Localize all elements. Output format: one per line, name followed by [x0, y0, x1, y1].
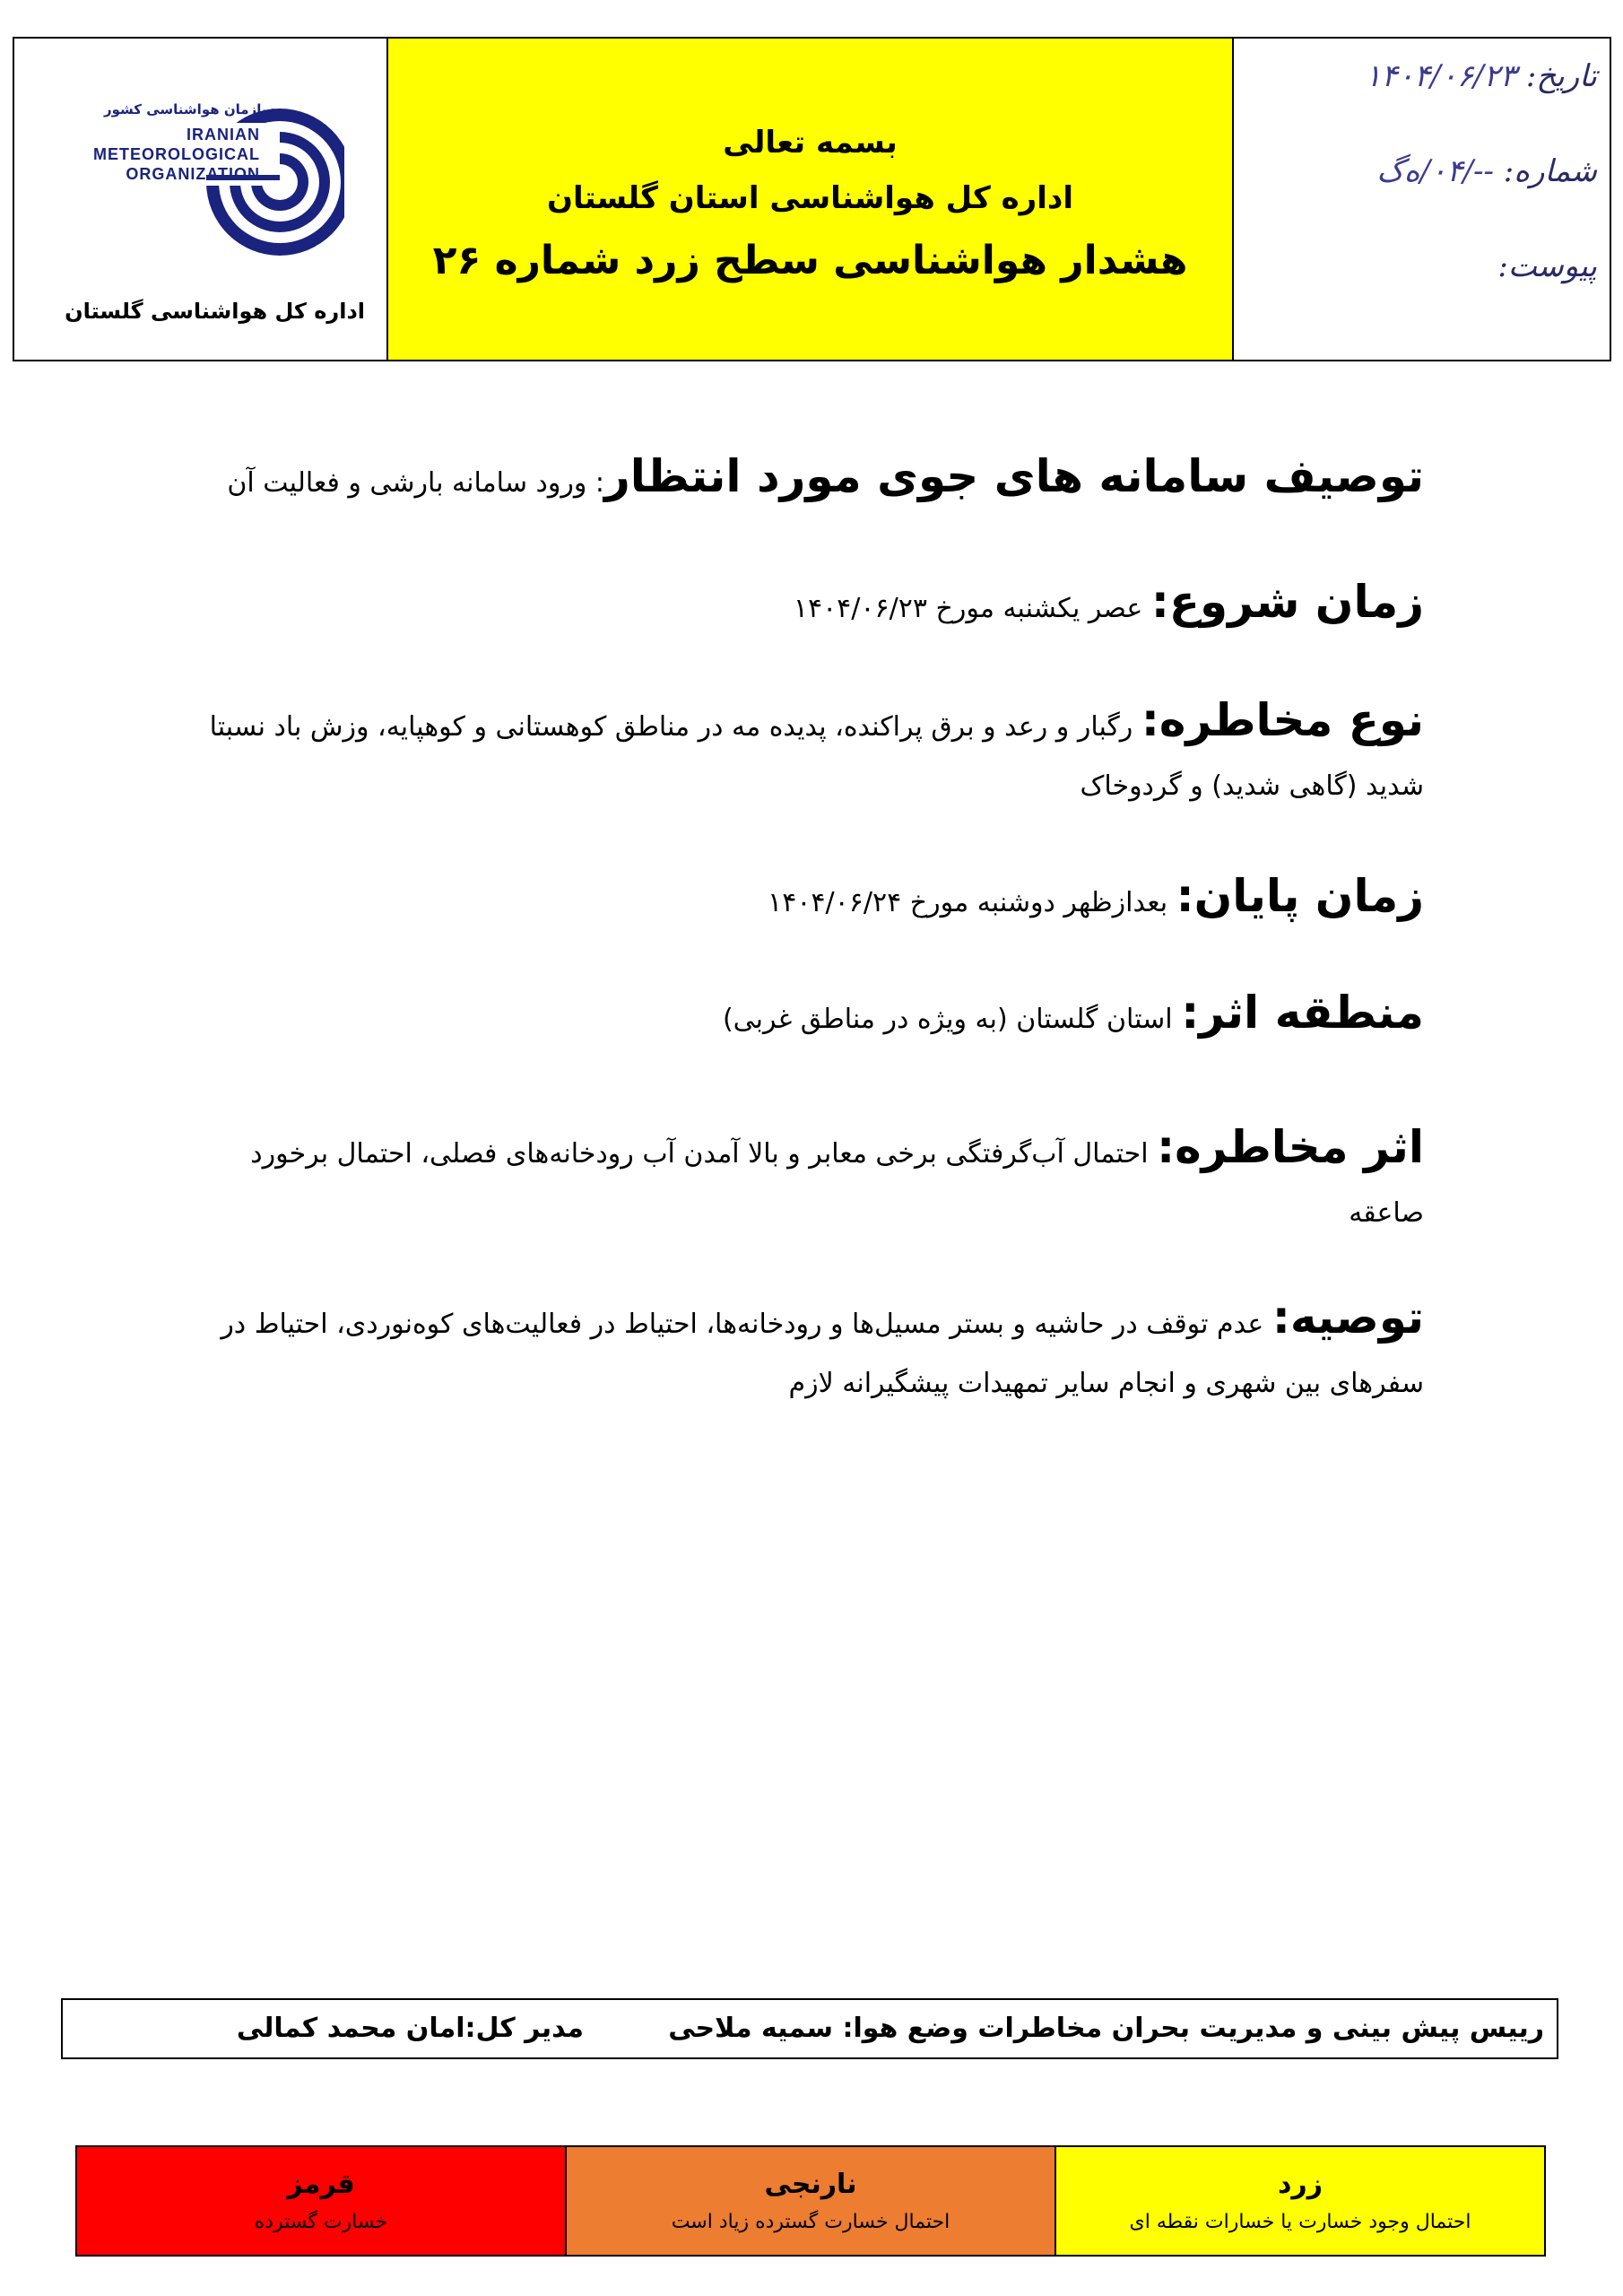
section-start-time: [195, 574, 1424, 640]
date-row: [1365, 58, 1597, 94]
section-label: توصیه:: [1271, 1292, 1424, 1344]
section-value: ورود سامانه بارشی و فعالیت آن: [227, 467, 587, 499]
section-recommendation: [195, 1290, 1424, 1415]
section-label: توصیف سامانه های جوی مورد انتظار: [603, 450, 1424, 502]
section-label: منطقه اثر:: [1181, 987, 1424, 1039]
section-hazard-effect: [195, 1119, 1424, 1245]
logo-text-fa: سازمان هواشناسی کشور: [104, 101, 275, 117]
section-value: بعدازظهر دوشنبه مورخ ۱۴۰۴/۰۶/۲۴: [768, 887, 1168, 918]
section-label: اثر مخاطره:: [1157, 1121, 1424, 1173]
section-description: توصیف سامانه های جوی مورد انتظار: ورود سامانه بارشی و فعالیت آن: [227, 450, 1424, 502]
section-value: عدم توقف در حاشیه و بستر مسیل‌ها و رودخانه‌ها، احتیاط در فعالیت‌های کوه‌نوردی، احتیاط در سفرهای بین شهری و انجام سایر تمهیدات پیشگیرانه لازم: [221, 1309, 1424, 1399]
section-value: احتمال آب‌گرفتگی برخی معابر و بالا آمدن آب رودخانه‌های فصلی، احتمال برخورد صاعقه: [250, 1138, 1424, 1229]
logo-caption: اداره کل هواشناسی گلستان: [65, 299, 365, 324]
section-hazard-type: [195, 692, 1424, 818]
legend-name: قرمز: [287, 2169, 355, 2200]
title-basmala: بسمه تعالی: [723, 124, 898, 161]
section-affected-area: [195, 985, 1424, 1051]
legend-desc: احتمال وجود خسارت یا خسارات نقطه ای: [1129, 2211, 1471, 2233]
section-label: زمان شروع:: [1150, 576, 1424, 628]
meta-cell: [1234, 39, 1610, 360]
section-value: استان گلستان (به ویژه در مناطق غربی): [722, 1004, 1173, 1035]
attachment-label: پیوست:: [1497, 248, 1597, 284]
legend-name: زرد: [1278, 2169, 1323, 2200]
logo-text-en: IRANIAN METEOROLOGICAL ORGANIZATION: [93, 126, 260, 183]
number-row: [1376, 153, 1597, 189]
attachment-row: [1497, 248, 1597, 284]
section-label: نوع مخاطره:: [1141, 694, 1424, 746]
meteorological-organization-logo-icon: [57, 92, 344, 281]
forecast-head-signature: رییس پیش بینی و مدیریت بحران مخاطرات وضع هوا: سمیه ملاحی: [668, 2013, 1544, 2044]
header-table: [13, 37, 1611, 361]
number-value: --/۰۴/ه‌گ: [1376, 153, 1494, 189]
date-label: تاریخ:: [1525, 58, 1597, 94]
section-value: رگبار و رعد و برق پراکنده، پدیده مه در مناطق کوهستانی و کوهپایه، وزش باد نسبتا شدید (گاهی شدید) و گردوخاک: [209, 711, 1424, 802]
legend-desc: احتمال خسارت گسترده زیاد است: [671, 2211, 950, 2233]
legend-red: [77, 2147, 565, 2255]
section-value: عصر یکشنبه مورخ ۱۴۰۴/۰۶/۲۳: [793, 593, 1143, 624]
title-cell: [388, 39, 1234, 360]
alert-level-legend: [75, 2145, 1546, 2257]
number-label: شماره:: [1503, 153, 1597, 189]
legend-desc: خسارت گسترده: [254, 2211, 388, 2233]
legend-yellow: [1055, 2147, 1544, 2255]
title-warning: هشدار هواشناسی سطح زرد شماره ۲۶: [432, 237, 1188, 283]
date-value: ۱۴۰۴/۰۶/۲۳: [1365, 58, 1517, 94]
title-organization: اداره کل هواشناسی استان گلستان: [547, 179, 1073, 216]
logo-cell: [14, 39, 388, 360]
section-end-time: [195, 868, 1424, 935]
director-signature: مدیر کل:امان محمد کمالی: [236, 2013, 584, 2044]
legend-orange: [565, 2147, 1055, 2255]
section-label: زمان پایان:: [1176, 870, 1424, 922]
legend-name: نارنجی: [764, 2169, 857, 2200]
signature-box: [61, 1998, 1558, 2059]
